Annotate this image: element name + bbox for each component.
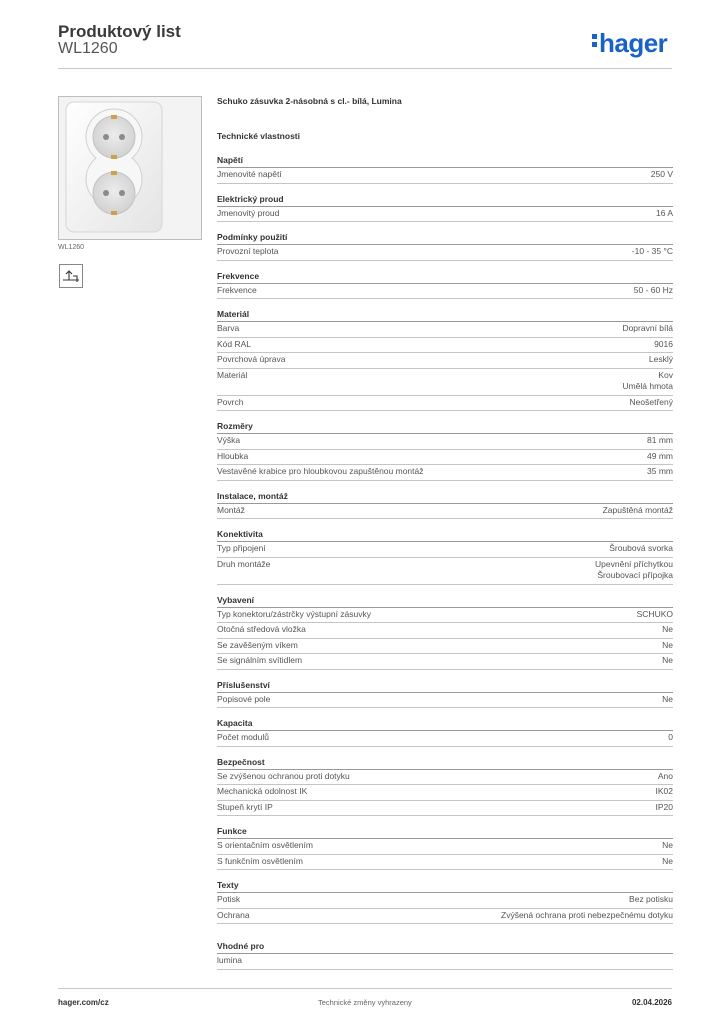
footer-note: Technické změny vyhrazeny — [318, 998, 412, 1007]
spec-section — [217, 231, 673, 261]
spec-row — [217, 504, 673, 520]
spec-row — [217, 369, 673, 396]
spec-key: Potisk — [217, 894, 241, 904]
spec-section — [217, 420, 673, 481]
header-divider — [58, 68, 672, 69]
spec-key: Otočná středová vložka — [217, 624, 306, 634]
spec-key: Ochrana — [217, 909, 250, 920]
spec-key: Mechanická odolnost IK — [217, 786, 308, 796]
section-title: Rozměry — [217, 420, 673, 434]
spec-section — [217, 308, 673, 411]
spec-key: Povrch — [217, 396, 244, 407]
spec-value: Neošetřený — [629, 396, 673, 407]
spec-section — [217, 879, 673, 924]
spec-value: Dopravní bílá — [622, 323, 673, 333]
section-title: Napětí — [217, 154, 673, 168]
flush-mount-icon — [59, 264, 83, 288]
spec-value: Ne — [662, 693, 673, 704]
spec-section — [217, 594, 673, 670]
section-title: Bezpečnost — [217, 756, 673, 770]
spec-key: lumina — [217, 955, 243, 965]
footer-website: hager.com/cz — [58, 998, 109, 1007]
spec-row — [217, 855, 673, 871]
spec-key: Hloubka — [217, 450, 249, 461]
spec-key: Se zavěšeným víkem — [217, 639, 298, 650]
spec-row — [217, 245, 673, 261]
spec-key: Provozní teplota — [217, 246, 279, 256]
spec-value: Zvýšená ochrana proti nebezpečnému dotyku — [501, 909, 673, 920]
spec-row — [217, 693, 673, 709]
spec-value: 0 — [668, 732, 673, 742]
section-title: Podmínky použití — [217, 231, 673, 245]
spec-value: IP20 — [655, 801, 673, 812]
spec-row — [217, 434, 673, 450]
spec-value: IK02 — [655, 786, 673, 796]
spec-row — [217, 450, 673, 466]
footer-date: 02.04.2026 — [631, 998, 672, 1007]
spec-content — [217, 96, 673, 979]
spec-key: Barva — [217, 323, 240, 333]
spec-row — [217, 623, 673, 639]
tech-heading: Technické vlastnosti — [217, 131, 300, 141]
section-title: Vhodné pro — [217, 940, 673, 954]
section-title: Kapacita — [217, 717, 673, 731]
spec-key: Stupeň krytí IP — [217, 801, 273, 812]
spec-key: Povrchová úprava — [217, 354, 286, 364]
spec-value: Šroubová svorka — [609, 543, 673, 553]
spec-section — [217, 193, 673, 223]
spec-key: Výška — [217, 435, 241, 445]
spec-row — [217, 801, 673, 817]
spec-row — [217, 207, 673, 223]
product-code: WL1260 — [58, 40, 118, 57]
spec-row — [217, 654, 673, 670]
section-title: Elektrický proud — [217, 193, 673, 207]
spec-value: 50 - 60 Hz — [633, 284, 673, 295]
spec-key: Typ konektoru/zástrčky výstupní zásuvky — [217, 608, 372, 619]
spec-key: Druh montáže — [217, 558, 271, 569]
spec-row — [217, 322, 673, 338]
spec-row — [217, 542, 673, 558]
spec-value: -10 - 35 °C — [631, 246, 673, 256]
spec-key: S funkčním osvětlením — [217, 855, 303, 866]
logo-colon-icon — [592, 31, 597, 50]
spec-row — [217, 558, 673, 585]
spec-row — [217, 608, 673, 624]
spec-key: Popisové pole — [217, 693, 271, 704]
spec-key: Se zvýšenou ochranou proti dotyku — [217, 770, 350, 781]
product-image — [58, 96, 202, 240]
spec-value: Kov Umělá hmota — [622, 369, 673, 391]
spec-section — [217, 756, 673, 817]
spec-value: 16 A — [655, 207, 673, 218]
section-title: Funkce — [217, 825, 673, 839]
spec-key: Počet modulů — [217, 732, 269, 742]
spec-value: Lesklý — [648, 354, 673, 364]
footer-divider — [58, 988, 672, 989]
spec-section — [217, 679, 673, 709]
product-name: Schuko zásuvka 2-násobná s cl.- bílá, Lumina — [217, 96, 402, 106]
section-title: Frekvence — [217, 270, 673, 284]
spec-value: 9016 — [654, 338, 673, 349]
spec-key: Typ připojení — [217, 543, 266, 553]
spec-row — [217, 909, 673, 925]
spec-key: Materiál — [217, 369, 248, 380]
spec-section — [217, 528, 673, 585]
hager-logo — [592, 28, 667, 59]
spec-key: Jmenovité napětí — [217, 169, 282, 179]
spec-key: Kód RAL — [217, 338, 252, 349]
spec-value: Ne — [662, 840, 673, 850]
spec-value: Ano — [657, 770, 673, 781]
spec-row — [217, 785, 673, 801]
spec-row — [217, 168, 673, 184]
spec-row — [217, 731, 673, 747]
spec-row — [217, 639, 673, 655]
spec-value: 250 V — [650, 169, 673, 179]
spec-section — [217, 270, 673, 300]
spec-row — [217, 284, 673, 300]
spec-key: Se signálním svítidlem — [217, 655, 303, 665]
spec-value: Bez potisku — [629, 894, 673, 904]
spec-value: Zapuštěná montáž — [602, 504, 673, 515]
section-title: Texty — [217, 879, 673, 893]
image-caption: WL1260 — [58, 244, 85, 251]
spec-key: S orientačním osvětlením — [217, 840, 313, 850]
spec-key: Vestavěné krabice pro hloubkovou zapuštěnou montáž — [217, 466, 424, 476]
section-title: Konektivita — [217, 528, 673, 542]
spec-row — [217, 770, 673, 786]
spec-section — [217, 490, 673, 520]
spec-row — [217, 353, 673, 369]
spec-row — [217, 839, 673, 855]
spec-value: Upevnění příchytkou Šroubovací přípojka — [595, 558, 673, 580]
spec-section — [217, 940, 673, 970]
spec-sections — [217, 154, 673, 970]
spec-value: Ne — [662, 655, 673, 665]
spec-value: 35 mm — [647, 466, 673, 476]
section-title: Vybavení — [217, 594, 673, 608]
spec-row — [217, 893, 673, 909]
spec-row — [217, 954, 673, 970]
spec-row — [217, 396, 673, 412]
spec-section — [217, 154, 673, 184]
spec-value: 49 mm — [647, 450, 673, 461]
logo-text: hager — [599, 28, 668, 58]
section-title: Příslušenství — [217, 679, 673, 693]
spec-value: Ne — [662, 624, 673, 634]
spec-value: Ne — [662, 855, 673, 866]
spec-value: SCHUKO — [636, 608, 673, 619]
section-title: Instalace, montáž — [217, 490, 673, 504]
spec-key: Frekvence — [217, 284, 257, 295]
spec-value: 81 mm — [647, 435, 673, 445]
spec-section — [217, 717, 673, 747]
section-title: Materiál — [217, 308, 673, 322]
page-title: Produktový list — [58, 22, 181, 41]
spec-value: Ne — [662, 639, 673, 650]
spec-row — [217, 465, 673, 481]
spec-section — [217, 825, 673, 870]
spec-key: Montáž — [217, 504, 245, 515]
spec-key: Jmenovitý proud — [217, 207, 280, 218]
spec-row — [217, 338, 673, 354]
